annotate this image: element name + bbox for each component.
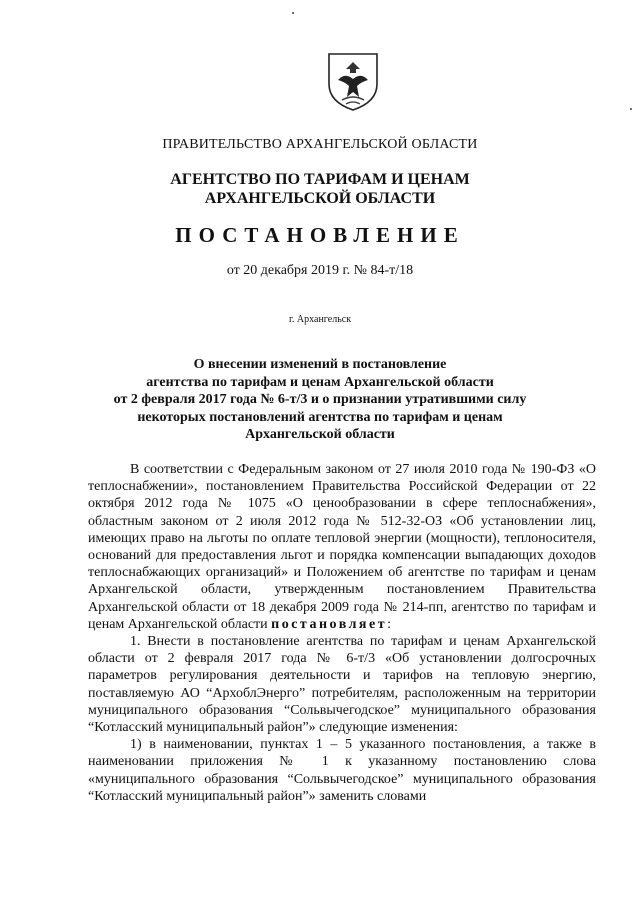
subject-line4: некоторых постановлений агентства по тарифам и ценам [137, 409, 503, 425]
subject-line2: агентства по тарифам и ценам Архангельской области [146, 374, 494, 390]
subject-line3: от 2 февраля 2017 года № 6-т/3 и о признании утратившими силу [113, 392, 527, 407]
document-subject [0, 356, 640, 444]
body-paragraph-item-1: 1. Внести в постановление агентства по тарифам и ценам Архангельской области от 2 февраля 2017 года № 6-т/3 «Об установлении долгосрочных параметров регулирования деятельности и тарифов на тепловую энергию, поставляемую АО “АрхоблЭнерго” потребителям, расположенным на территории муниципального образования “Сольвычегодское” муниципального образования “Котласский муниципальный район”» следующие изменения: [88, 634, 596, 736]
agency-name-line1: АГЕНТСТВО ПО ТАРИФАМ И ЦЕНАМ [170, 171, 470, 188]
scan-speck [292, 12, 294, 14]
body-paragraph-subitem-1: 1) в наименовании, пунктах 1 – 5 указанного постановления, а также в наименовании приложения № 1 к указанному постановлению слова «муниципального образования “Сольвычегодское” муниципального образования “Котласский муниципальный район”» заменить словами [88, 737, 596, 804]
coat-of-arms-icon [326, 50, 380, 112]
document-city: г. Архангельск [288, 314, 352, 325]
document-type: ПОСТАНОВЛЕНИЕ [175, 223, 465, 247]
subject-line5: Архангельской области [245, 427, 395, 442]
body-paragraph-preamble [88, 461, 596, 633]
agency-name [0, 170, 640, 208]
preamble-text: В соответствии с Федеральным законом от 27 июля 2010 года № 190-ФЗ «О теплоснабжении», постановлением Правительства Российской Федерации от 22 октября 2012 года № 1075 «О ценообразовании в сфере теплоснабжения», областным законом от 2 июля 2012 года № 512-32-ОЗ «Об установлении лиц, имеющих право на льготы по оплате тепловой энергии (мощности), теплоносителя, оснований для предоставления льгот и порядка компенсации выпадающих доходов теплоснабжающих организаций» и Положением об агентстве по тарифам и ценам Архангельской области, утвержденным постановлением Правительства Архангельской области от 18 декабря 2009 года № 214-пп, агентство по тарифам и ценам Архангельской области [88, 462, 596, 632]
government-name: ПРАВИТЕЛЬСТВО АРХАНГЕЛЬСКОЙ ОБЛАСТИ [162, 137, 478, 152]
document-body [88, 461, 596, 805]
subject-line1: О внесении изменений в постановление [193, 357, 447, 372]
preamble-colon: : [387, 616, 391, 632]
resolve-word: постановляет [271, 616, 388, 632]
agency-name-line2: АРХАНГЕЛЬСКОЙ ОБЛАСТИ [204, 190, 436, 207]
scan-speck [630, 108, 632, 110]
document-date-number: от 20 декабря 2019 г. № 84-т/18 [226, 263, 414, 278]
